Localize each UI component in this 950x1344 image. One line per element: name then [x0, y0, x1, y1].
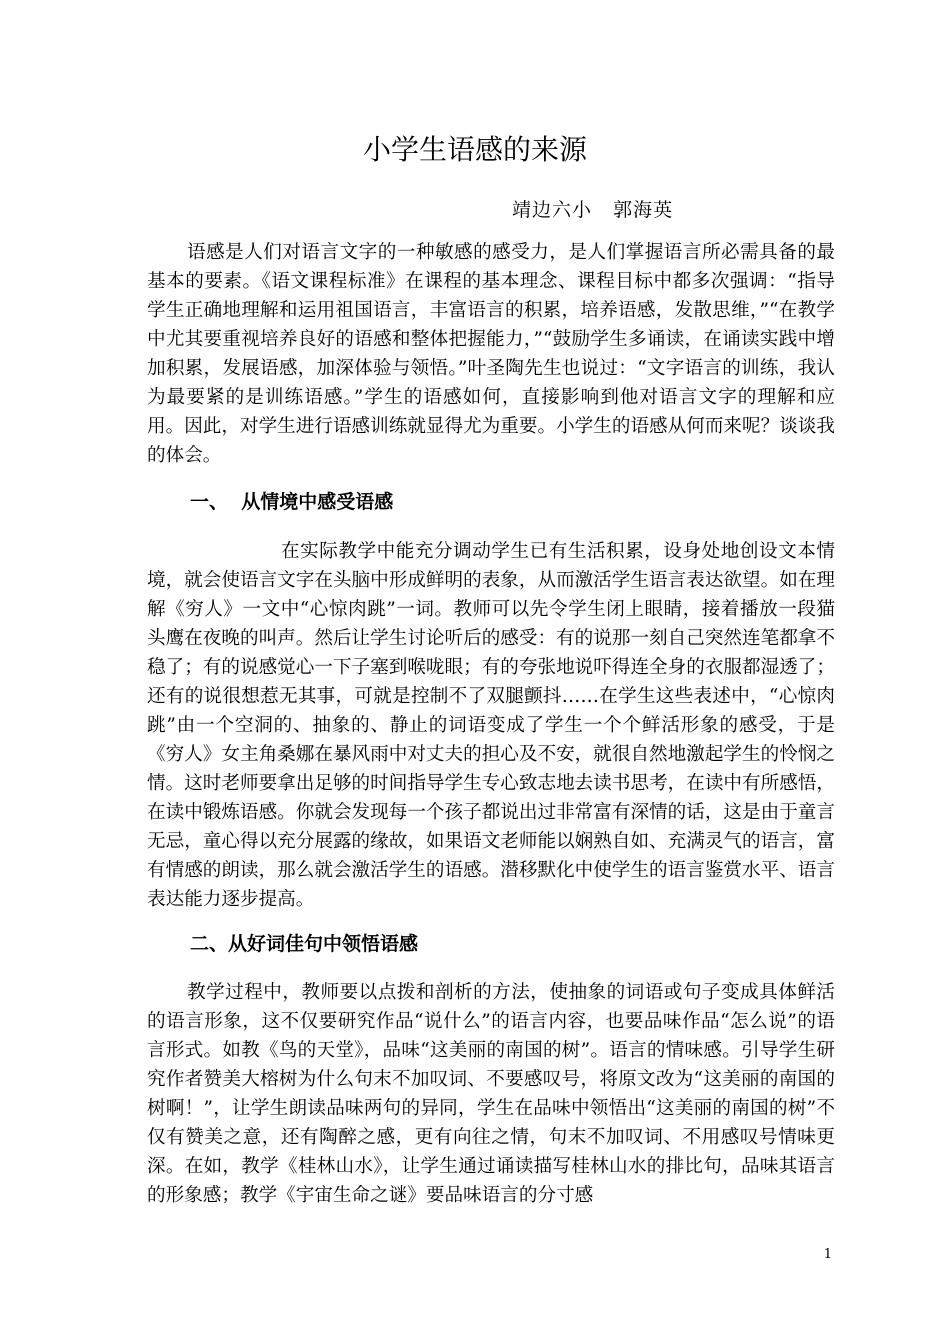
section-heading-2: 二、从好词佳句中领悟语感	[190, 933, 419, 955]
document-title: 小学生语感的来源	[362, 133, 587, 166]
author-byline: 靖边六小 郭海英	[512, 199, 674, 221]
page-number: 1	[823, 1247, 832, 1262]
section-2-paragraph: 教学过程中，教师要以点拨和剖析的方法，使抽象的词语或句子变成具体鲜活的语言形象，这不仅要研究作品“说什么”的语言内容，也要品味作品“怎么说”的语言形式。如教《鸟的天堂》，品味“这美丽的南国的树”。语言的情味感。引导学生研究作者赞美大榕树为什么句末不加叹词、不要感叹号，将原文改为“这美丽的南国的树啊！”，让学生朗读品味两句的异同，学生在品味中领悟出“这美丽的南国的树”不仅有赞美之意，还有陶醉之感，更有向往之情，句末不加叹词、不用感叹号情味更深。在如，教学《桂林山水》，让学生通过诵读描写桂林山水的排比句，品味其语言的形象感；教学《宇宙生命之谜》要品味语言的分寸感	[147, 982, 835, 1206]
intro-paragraph: 语感是人们对语言文字的一种敏感的感受力，是人们掌握语言所必需具备的最基本的要素。《语文课程标准》在课程的基本理念、课程目标中都多次强调：“指导学生正确地理解和运用祖国语言，丰富语言的积累，培养语感，发散思维，”“在教学中尤其要重视培养良好的语感和整体把握能力，”“鼓励学生多诵读，在诵读实践中增加积累，发展语感，加深体验与领悟。”叶圣陶先生也说过：“文字语言的训练，我认为最要紧的是训练语感。”学生的语感如何，直接影响到他对语言文字的理解和应用。因此，对学生进行语感训练就显得尤为重要。小学生的语感从何而来呢？谈谈我的体会。	[147, 242, 835, 466]
section-heading-1: 一、 从情境中感受语感	[190, 491, 394, 513]
section-1-paragraph: 在实际教学中能充分调动学生已有生活积累，设身处地创设文本情境，就会使语言文字在头脑中形成鲜明的表象，从而激活学生语言表达欲望。如在理解《穷人》一文中“心惊肉跳”一词。教师可以先令学生闭上眼睛，接着播放一段猫头鹰在夜晚的叫声。然后让学生讨论听后的感受：有的说那一刻自己突然连笔都拿不稳了；有的说感觉心一下子塞到喉咙眼；有的夸张地说吓得连全身的衣服都湿透了；还有的说很想惹无其事，可就是控制不了双腿颤抖……在学生这些表述中，“心惊肉跳”由一个空洞的、抽象的、静止的词语变成了学生一个个鲜活形象的感受，于是《穷人》女主角桑娜在暴风雨中对丈夫的担心及不安，就很自然地激起学生的怜悯之情。这时老师要拿出足够的时间指导学生专心致志地去读书思考，在读中有所感悟，在读中锻炼语感。你就会发现每一个孩子都说出过非常富有深情的话，这是由于童言无忌，童心得以充分展露的缘故，如果语文老师能以娴熟自如、充满灵气的语言，富有情感的朗读，那么就会激活学生的语感。潜移默化中使学生的语言鉴赏水平、语言表达能力逐步提高。	[147, 541, 835, 910]
